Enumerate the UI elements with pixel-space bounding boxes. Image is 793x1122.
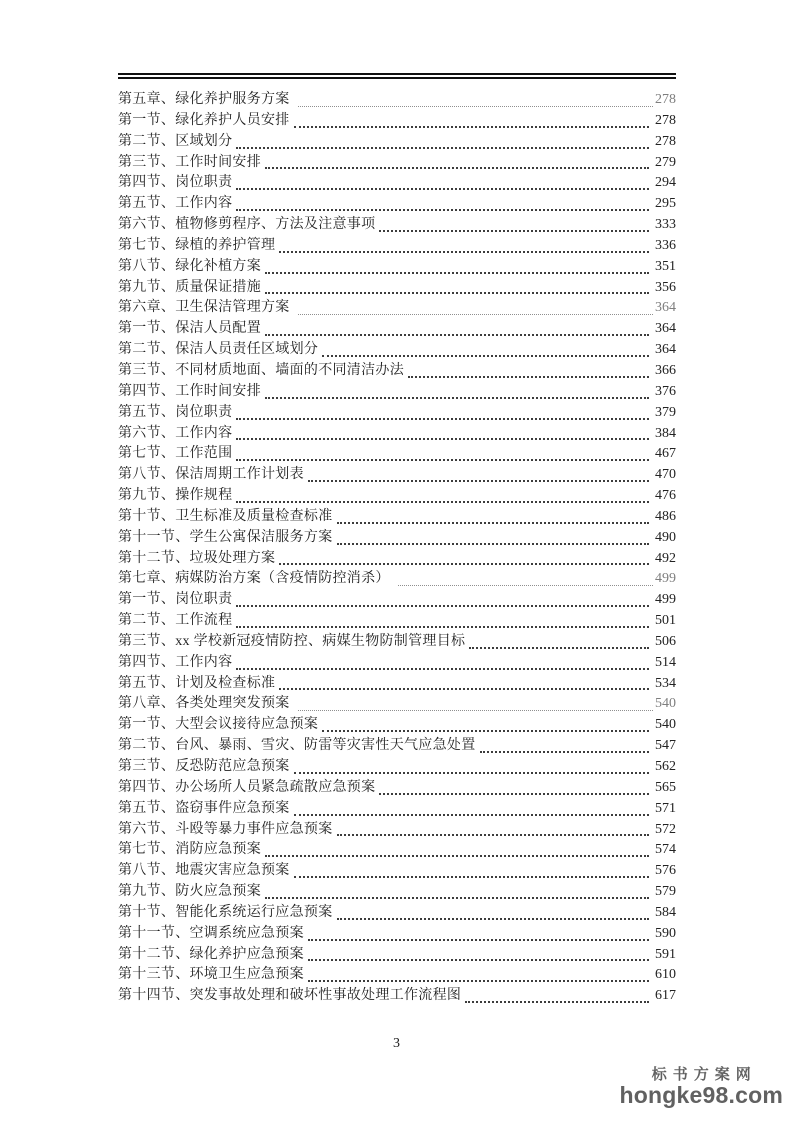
toc-entry[interactable]: [118, 194, 676, 215]
dot-leader: [308, 959, 649, 961]
toc-entry-page: 579: [655, 884, 676, 900]
toc-entry[interactable]: [118, 298, 676, 319]
toc-entry-page: 486: [655, 508, 676, 524]
toc-entry-label: 第五节、工作内容: [118, 196, 233, 212]
dot-leader: [279, 251, 649, 253]
toc-entry[interactable]: [118, 173, 676, 194]
toc-entry-page: 562: [655, 759, 676, 774]
toc-entry[interactable]: [118, 820, 676, 841]
toc-entry-page: 514: [655, 654, 676, 670]
dot-leader: [379, 793, 649, 795]
toc-entry[interactable]: [118, 715, 676, 736]
toc-entry-page: 364: [655, 342, 676, 358]
toc-entry-page: 540: [655, 717, 676, 733]
toc-entry[interactable]: [118, 569, 676, 590]
toc-entry[interactable]: [118, 653, 676, 674]
dot-leader: [265, 397, 649, 399]
watermark-site-name: 标书方案网: [651, 1066, 757, 1083]
toc-entry[interactable]: [118, 549, 676, 570]
dot-leader: [265, 272, 649, 274]
toc-entry-page: 574: [655, 842, 676, 858]
dot-leader: [279, 688, 649, 690]
toc-entry-label: 第十节、卫生标准及质量检查标准: [118, 508, 333, 524]
dot-leader: [236, 501, 649, 503]
toc-entry-page: 499: [655, 592, 676, 608]
toc-entry[interactable]: [118, 90, 676, 111]
toc-entry[interactable]: [118, 444, 676, 465]
toc-entry-page: 294: [655, 175, 676, 191]
dot-leader: [398, 585, 653, 586]
toc-entry-label: 第三节、反恐防范应急预案: [118, 759, 290, 774]
dot-leader: [337, 543, 650, 545]
dot-leader: [337, 522, 650, 524]
toc-entry-label: 第五节、盗窃事件应急预案: [118, 800, 290, 816]
dot-leader: [337, 834, 650, 836]
toc-entry-page: 590: [655, 925, 676, 941]
toc-entry[interactable]: [118, 340, 676, 361]
toc-entry-page: 467: [655, 446, 676, 462]
toc-entry-page: 336: [655, 237, 676, 253]
toc-entry-label: 第八节、地震灾害应急预案: [118, 863, 290, 879]
toc-entry-label: 第八章、各类处理突发预案: [118, 696, 290, 712]
toc-entry-page: 492: [655, 550, 676, 566]
toc-entry-label: 第八节、保洁周期工作计划表: [118, 467, 304, 483]
toc-entry-page: 278: [655, 92, 676, 107]
toc-entry-label: 第九节、操作规程: [118, 488, 233, 504]
toc-entry-page: 547: [655, 738, 676, 754]
dot-leader: [265, 334, 649, 336]
dot-leader: [265, 292, 649, 294]
toc-entry[interactable]: [118, 632, 676, 653]
toc-entry[interactable]: [118, 132, 676, 153]
dot-leader: [298, 106, 653, 107]
toc-entry-page: 364: [655, 300, 676, 316]
toc-entry-label: 第二节、保洁人员责任区域划分: [118, 342, 319, 358]
dot-leader: [308, 980, 649, 982]
toc-entry-label: 第一节、大型会议接待应急预案: [118, 717, 319, 733]
toc-entry[interactable]: [118, 903, 676, 924]
toc-entry-page: 376: [655, 383, 676, 399]
dot-leader: [337, 918, 650, 920]
toc-entry[interactable]: [118, 882, 676, 903]
toc-entry-page: 384: [655, 425, 676, 441]
dot-leader: [379, 230, 649, 232]
header-rule: [118, 73, 676, 79]
toc-entry[interactable]: [118, 382, 676, 403]
dot-leader: [298, 710, 653, 711]
dot-leader: [236, 147, 649, 149]
toc-entry[interactable]: [118, 736, 676, 757]
dot-leader: [265, 897, 649, 899]
toc-entry-label: 第一节、绿化养护人员安排: [118, 112, 290, 128]
watermark: [620, 1066, 783, 1107]
toc-entry-label: 第六节、工作内容: [118, 425, 233, 441]
toc-entry-label: 第十一节、学生公寓保洁服务方案: [118, 529, 333, 545]
toc-entry[interactable]: [118, 153, 676, 174]
toc-entry-label: 第六节、斗殴等暴力事件应急预案: [118, 821, 333, 837]
dot-leader: [480, 751, 650, 753]
toc-entry-label: 第一节、保洁人员配置: [118, 321, 261, 337]
toc-entry-label: 第四节、工作内容: [118, 654, 233, 670]
toc-entry[interactable]: [118, 215, 676, 236]
dot-leader: [294, 126, 649, 128]
toc-entry[interactable]: [118, 528, 676, 549]
toc-entry-page: 571: [655, 800, 676, 816]
toc-entry-page: 333: [655, 217, 676, 233]
dot-leader: [236, 418, 649, 420]
toc-entry-label: 第九节、防火应急预案: [118, 884, 261, 900]
toc-entry-page: 540: [655, 696, 676, 712]
toc-entry[interactable]: [118, 757, 676, 778]
toc-entry[interactable]: [118, 611, 676, 632]
toc-entry[interactable]: [118, 361, 676, 382]
dot-leader: [236, 438, 649, 440]
toc-entry-page: 501: [655, 613, 676, 629]
toc-entry-label: 第三节、不同材质地面、墙面的不同清洁办法: [118, 362, 404, 378]
toc-entry-page: 366: [655, 362, 676, 378]
dot-leader: [308, 480, 649, 482]
toc-entry-label: 第十一节、空调系统应急预案: [118, 925, 304, 941]
toc-entry-label: 第十二节、垃圾处理方案: [118, 550, 276, 566]
dot-leader: [236, 626, 649, 628]
toc-entry-label: 第七节、绿植的养护管理: [118, 237, 276, 253]
toc-entry[interactable]: [118, 924, 676, 945]
toc-entry-page: 351: [655, 258, 676, 274]
toc-entry[interactable]: [118, 278, 676, 299]
toc-entry[interactable]: [118, 778, 676, 799]
toc-entry-label: 第四节、岗位职责: [118, 175, 233, 191]
toc-entry-page: 576: [655, 863, 676, 879]
toc-entry-label: 第十四节、突发事故处理和破坏性事故处理工作流程图: [118, 988, 462, 1004]
toc-entry[interactable]: [118, 590, 676, 611]
dot-leader: [298, 314, 653, 315]
toc-entry[interactable]: [118, 465, 676, 486]
toc-entry-label: 第二节、工作流程: [118, 613, 233, 629]
toc-entry-label: 第二节、台风、暴雨、雪灾、防雷等灾害性天气应急处置: [118, 738, 476, 754]
dot-leader: [308, 939, 649, 941]
dot-leader: [236, 459, 649, 461]
toc-entry-page: 565: [655, 779, 676, 795]
dot-leader: [265, 167, 649, 169]
toc-entry-page: 278: [655, 112, 676, 128]
toc-entry-label: 第七节、工作范围: [118, 446, 233, 462]
toc-entry[interactable]: [118, 111, 676, 132]
dot-leader: [294, 772, 649, 774]
toc-entry-label: 第十节、智能化系统运行应急预案: [118, 904, 333, 920]
toc-entry[interactable]: [118, 257, 676, 278]
toc-entry[interactable]: [118, 861, 676, 882]
dot-leader: [322, 355, 649, 357]
toc-entry-label: 第十三节、环境卫生应急预案: [118, 967, 304, 983]
toc-entry-page: 364: [655, 321, 676, 337]
toc-entry-label: 第六章、卫生保洁管理方案: [118, 300, 290, 316]
toc-entry[interactable]: [118, 319, 676, 340]
toc-entry-label: 第五节、计划及检查标准: [118, 675, 276, 691]
toc-entry[interactable]: [118, 694, 676, 715]
toc-entry-page: 295: [655, 196, 676, 212]
toc-entry-page: 476: [655, 488, 676, 504]
dot-leader: [236, 605, 649, 607]
toc-entry-label: 第一节、岗位职责: [118, 592, 233, 608]
dot-leader: [322, 730, 649, 732]
toc-entry-label: 第五章、绿化养护服务方案: [118, 92, 290, 107]
toc-entry-label: 第四节、办公场所人员紧急疏散应急预案: [118, 779, 376, 795]
toc-entry-label: 第四节、工作时间安排: [118, 383, 261, 399]
toc-entry-page: 534: [655, 675, 676, 691]
toc-entry-page: 506: [655, 633, 676, 649]
toc-entry-page: 617: [655, 988, 676, 1004]
page-number: 3: [393, 1036, 400, 1051]
toc-entry-label: 第二节、区域划分: [118, 133, 233, 149]
toc-entry-page: 470: [655, 467, 676, 483]
dot-leader: [279, 563, 649, 565]
dot-leader: [265, 855, 649, 857]
toc-entry[interactable]: [118, 674, 676, 695]
toc-entry-page: 279: [655, 154, 676, 170]
toc-entry-label: 第三节、xx 学校新冠疫情防控、病媒生物防制管理目标: [118, 633, 466, 649]
toc-entry[interactable]: [118, 236, 676, 257]
toc-entry[interactable]: [118, 945, 676, 966]
toc-entry-page: 278: [655, 133, 676, 149]
toc-entry-page: 591: [655, 946, 676, 962]
toc-entry[interactable]: [118, 986, 676, 1007]
header-rule-bottom-line: [118, 77, 676, 80]
toc-entry-label: 第十二节、绿化养护应急预案: [118, 946, 304, 962]
toc-entry-page: 490: [655, 529, 676, 545]
toc-entry-label: 第七章、病媒防治方案（含疫情防控消杀）: [118, 571, 390, 587]
table-of-contents: [118, 90, 676, 1007]
dot-leader: [408, 376, 649, 378]
dot-leader: [236, 188, 649, 190]
toc-entry[interactable]: [118, 486, 676, 507]
toc-entry-label: 第七节、消防应急预案: [118, 842, 261, 858]
toc-entry[interactable]: [118, 424, 676, 445]
dot-leader: [236, 668, 649, 670]
dot-leader: [294, 876, 649, 878]
dot-leader: [465, 1001, 649, 1003]
dot-leader: [469, 647, 649, 649]
toc-entry[interactable]: [118, 799, 676, 820]
toc-entry-page: 499: [655, 571, 676, 587]
dot-leader: [294, 814, 649, 816]
watermark-site-url: hongke98.com: [619, 1082, 783, 1108]
toc-entry-label: 第三节、工作时间安排: [118, 154, 261, 170]
toc-entry-page: 379: [655, 404, 676, 420]
toc-entry-page: 572: [655, 821, 676, 837]
toc-entry-label: 第八节、绿化补植方案: [118, 258, 261, 274]
toc-entry[interactable]: [118, 840, 676, 861]
toc-entry-page: 584: [655, 904, 676, 920]
toc-entry-page: 610: [655, 967, 676, 983]
toc-entry[interactable]: [118, 507, 676, 528]
toc-entry[interactable]: [118, 403, 676, 424]
toc-entry[interactable]: [118, 965, 676, 986]
toc-entry-label: 第九节、质量保证措施: [118, 279, 261, 295]
dot-leader: [236, 209, 649, 211]
toc-entry-label: 第六节、植物修剪程序、方法及注意事项: [118, 217, 376, 233]
toc-entry-label: 第五节、岗位职责: [118, 404, 233, 420]
toc-entry-page: 356: [655, 279, 676, 295]
